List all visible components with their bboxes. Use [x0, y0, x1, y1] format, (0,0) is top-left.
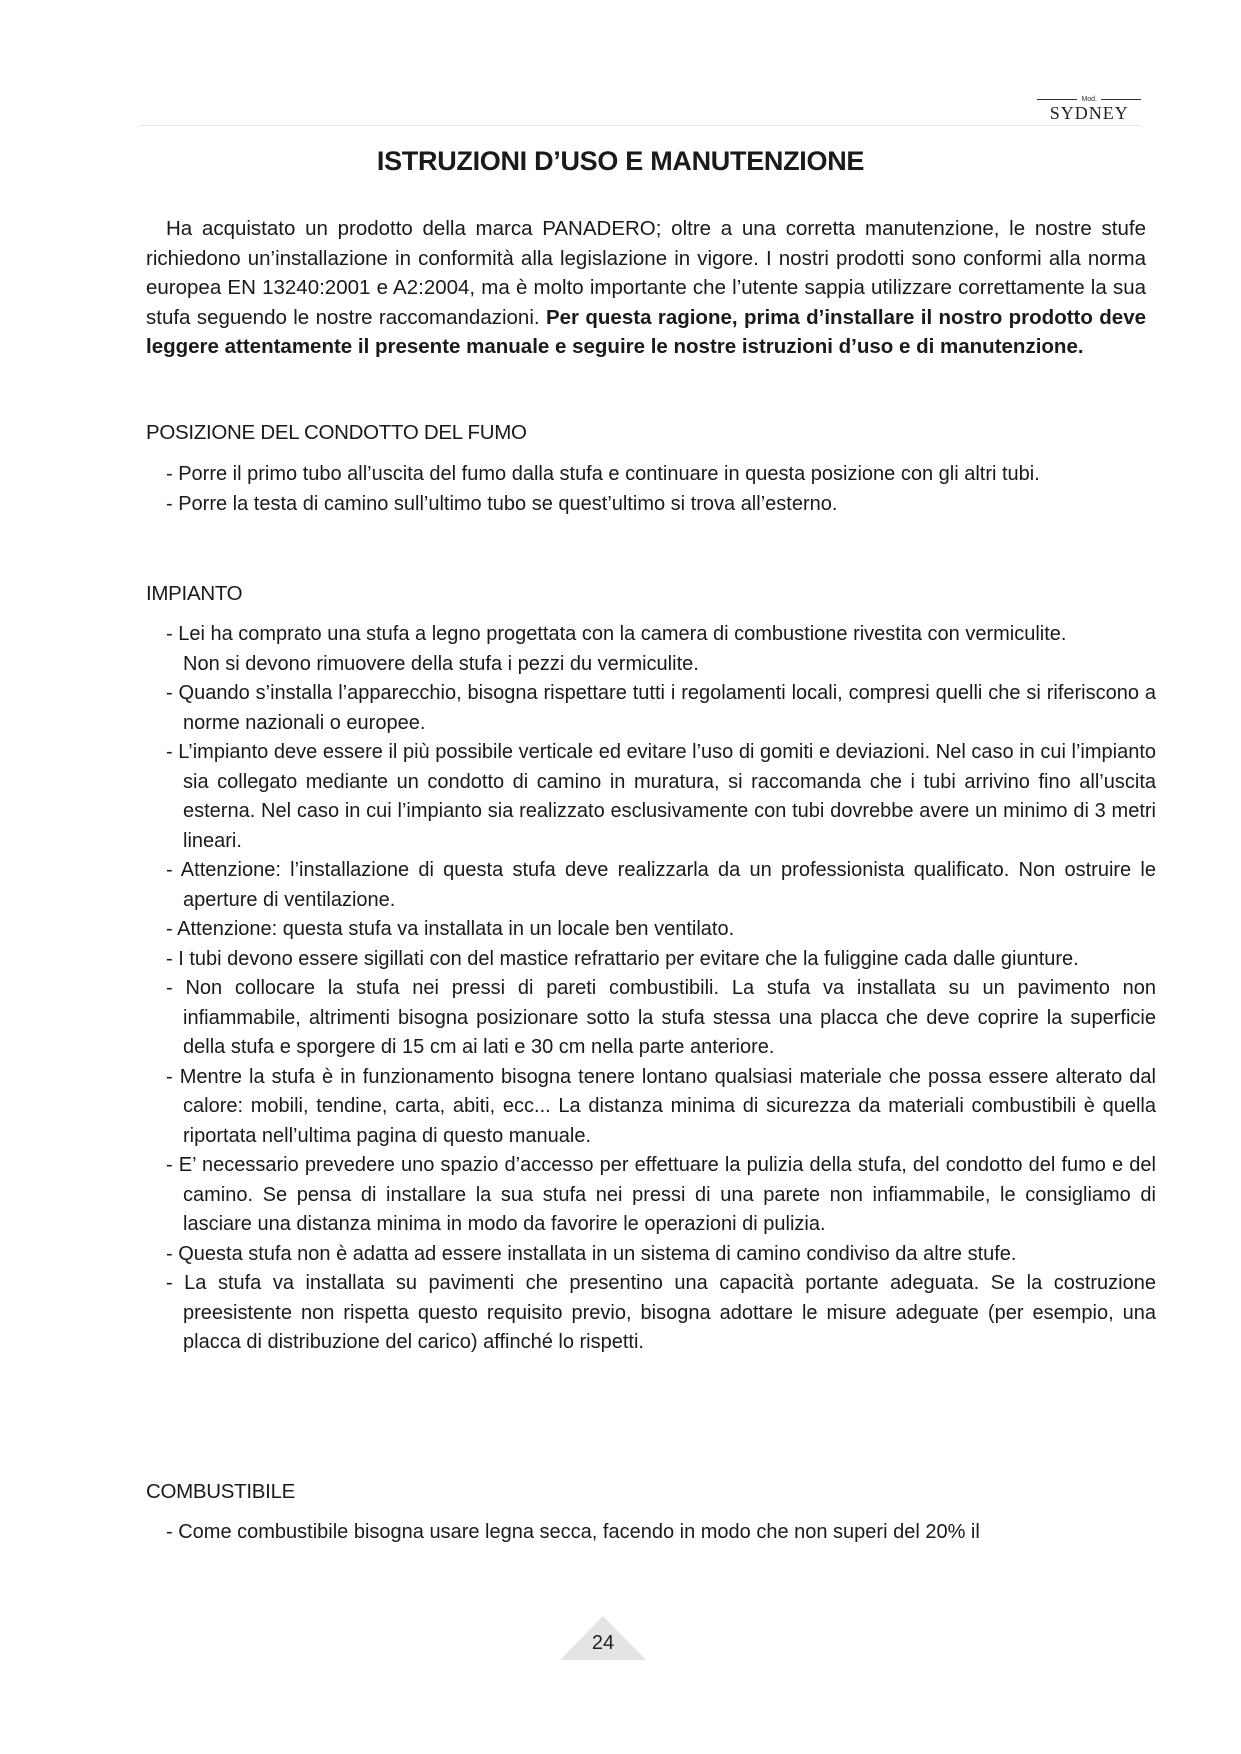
- list-item: - Porre la testa di camino sull’ultimo tubo se quest’ultimo si trova all’esterno.: [166, 492, 838, 515]
- model-badge: [1037, 96, 1141, 124]
- model-rule-left: [1037, 99, 1077, 100]
- section-heading-impianto: IMPIANTO: [146, 582, 243, 605]
- list-item: - Questa stufa non è adatta ad essere installata in un sistema di camino condiviso da altre stufe.: [166, 1242, 1017, 1265]
- list-item: Non si devono rimuovere della stufa i pezzi du vermiculite.: [183, 652, 699, 675]
- list-item: - La stufa va installata su pavimenti che presentino una capacità portante adeguata. Se la costruzione preesistente non rispetta questo requisito previo, bisogna adottare le misure adeguate (per esempio, una placca di distribuzione del carico) affinché lo rispetti.: [166, 1272, 1156, 1353]
- section-list-fumo: [166, 460, 1156, 519]
- list-item: - Non collocare la stufa nei pressi di pareti combustibili. La stufa va installata su un pavimento non infiammabile, altrimenti bisogna posizionare sotto la stufa stessa una placca che deve coprire la superficie della stufa e sporgere di 15 cm ai lati e 30 cm nella parte anteriore.: [166, 977, 1156, 1058]
- page-title: ISTRUZIONI D’USO E MANUTENZIONE: [376, 146, 865, 176]
- page-number-badge: [558, 1614, 648, 1662]
- list-item: - Come combustibile bisogna usare legna secca, facendo in modo che non superi del 20% il: [166, 1521, 980, 1543]
- list-item: - Mentre la stufa è in funzionamento bisogna tenere lontano qualsiasi materiale che possa essere alterato dal calore: mobili, tendine, carta, abiti, ecc... La distanza minima di sicurezza da materiali combustibili è quella riportata nell’ultima pagina di questo manuale.: [166, 1065, 1156, 1147]
- list-item: - Lei ha comprato una stufa a legno progettata con la camera di combustione rivestita con vermiculite.: [166, 623, 1067, 645]
- section-heading-combustibile: COMBUSTIBILE: [146, 1480, 296, 1503]
- model-rule-right: [1101, 99, 1141, 100]
- intro-bold-text: Per questa ragione, prima d’installare il nostro prodotto deve leggere attentamente il presente manuale e seguire le nostre istruzioni d’uso e di manutenzione.: [146, 305, 1146, 358]
- section-heading-fumo: POSIZIONE DEL CONDOTTO DEL FUMO: [146, 421, 527, 444]
- model-name: SYDNEY: [1049, 103, 1129, 123]
- list-item: - E’ necessario prevedere uno spazio d’accesso per effettuare la pulizia della stufa, del condotto del fumo e del camino. Se pensa di installare la sua stufa nei pressi di una parete non infiammabile, le consigliamo di lasciare una distanza minima in modo da favorire le operazioni di pulizia.: [166, 1154, 1156, 1235]
- page-number: 24: [591, 1632, 615, 1654]
- list-item: - Quando s’installa l’apparecchio, bisogna rispettare tutti i regolamenti locali, compresi quelli che si riferiscono a norme nazionali o europee.: [166, 682, 1156, 734]
- section-list-combustibile: [166, 1518, 1156, 1548]
- header-divider: [140, 125, 1140, 126]
- list-item: - I tubi devono essere sigillati con del mastice refrattario per evitare che la fuliggine cada dalle giunture.: [166, 947, 1079, 970]
- list-item: - Attenzione: questa stufa va installata in un locale ben ventilato.: [166, 918, 735, 940]
- intro-paragraph: [146, 214, 1146, 362]
- intro-text: Ha acquistato un prodotto della marca PANADERO; oltre a una corretta manutenzione, le nostre stufe richiedono un’installazione in conformità alla legislazione in vigore. I nostri prodotti sono conformi alla norma europea EN 13240:2001 e A2:2004, ma è molto importante che l’utente sappia utilizzare correttamente la sua stufa seguendo le nostre raccomandazioni.: [146, 217, 1146, 329]
- list-item: - L’impianto deve essere il più possibile verticale ed evitare l’uso di gomiti e deviazioni. Nel caso in cui l’impianto sia collegato mediante un condotto di camino in muratura, si raccomanda che i tubi arrivino fino all’uscita esterna. Nel caso in cui l’impianto sia realizzato esclusivamente con tubi dovrebbe avere un minimo di 3 metri lineari.: [166, 741, 1156, 852]
- list-item: - Attenzione: l’installazione di questa stufa deve realizzarla da un professionista qualificato. Non ostruire le aperture di ventilazione.: [166, 859, 1156, 911]
- model-prefix-line: [1037, 96, 1141, 103]
- model-prefix: Mod.: [1081, 96, 1097, 103]
- section-list-impianto: [166, 620, 1156, 1358]
- list-item: - Porre il primo tubo all’uscita del fumo dalla stufa e continuare in questa posizione con gli altri tubi.: [166, 463, 1040, 485]
